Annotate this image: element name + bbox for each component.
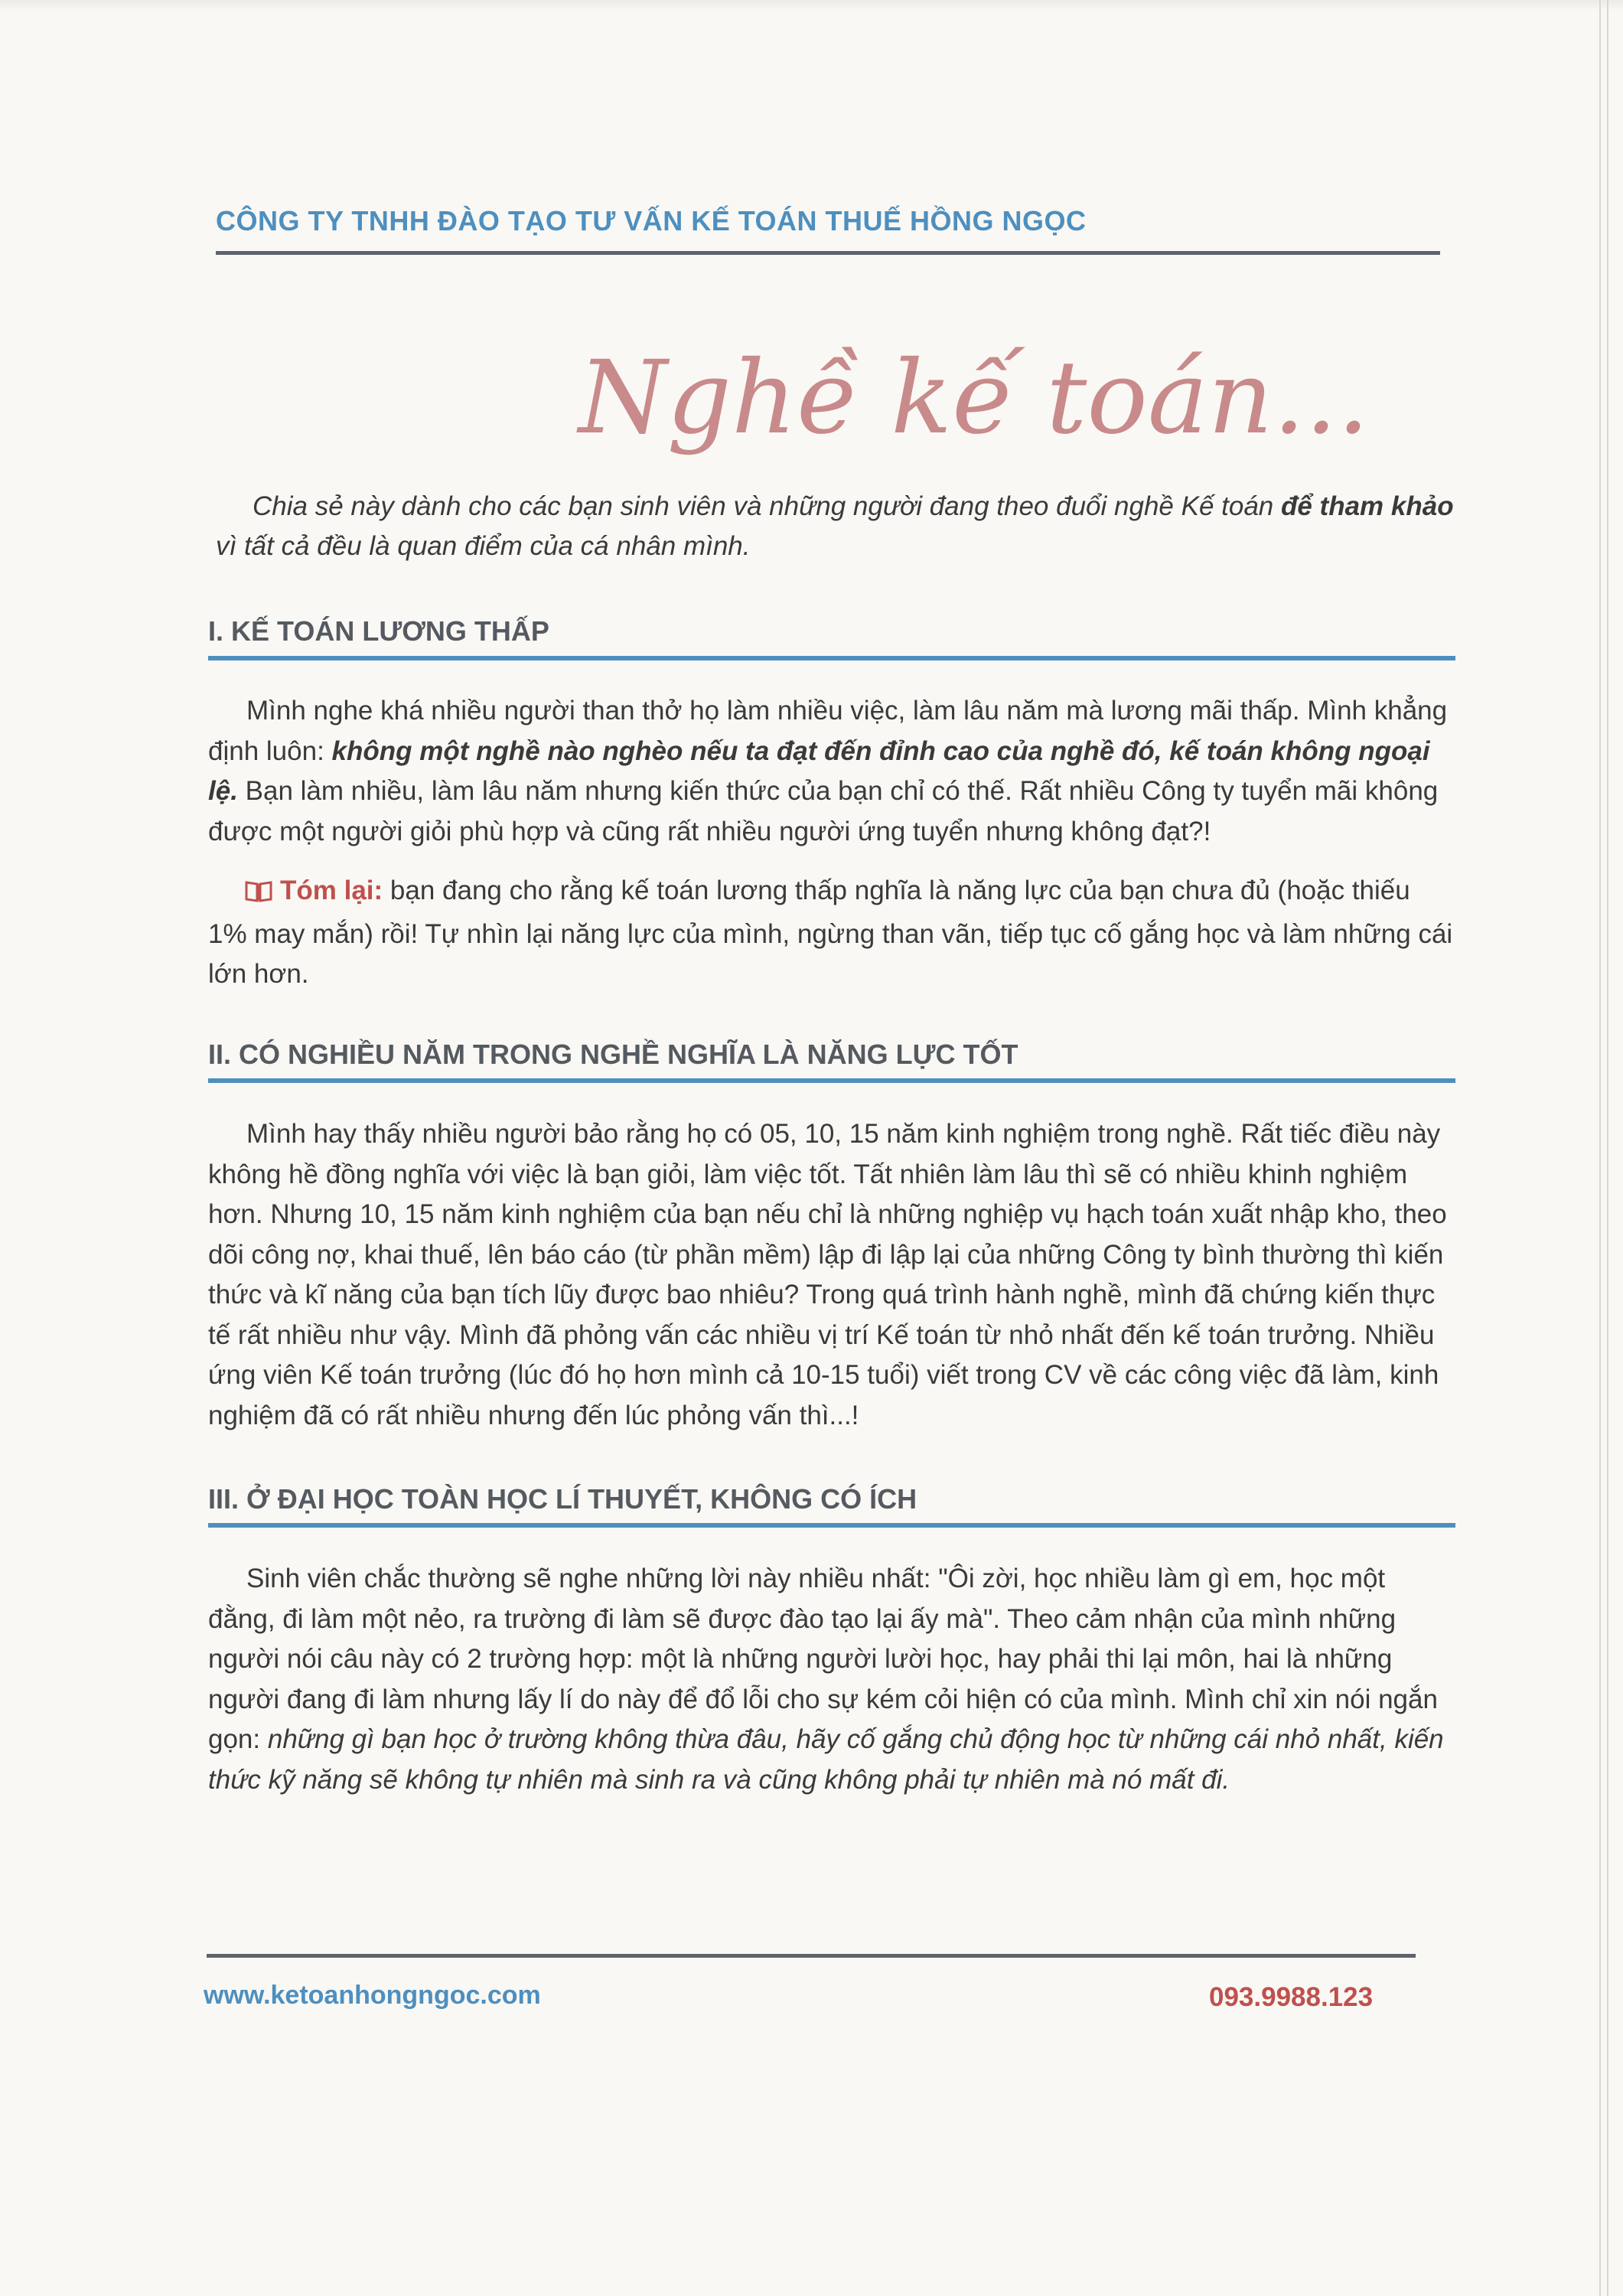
section-3-paragraph [208,1559,1455,1800]
footer-rule [207,1954,1416,1958]
intro-bold: để tham khảo [1280,491,1454,521]
section-3-text: Sinh viên chắc thường sẽ nghe những lời này nhiều nhất: "Ôi zời, học nhiều làm gì em, học một đằng, đi làm một nẻo, ra trường đi làm sẽ được đào tạo lại ấy mà". Theo cảm nhận của mình những người nói câu này có 2 trường hợp: một là những người lười học, hay phải thi lại môn, hai là những người đang đi làm nhưng lấy lí do này để đổ lỗi cho sự kém cỏi hiện có của mình. Mình chỉ xin nói ngắn gọn: [208,1564,1438,1754]
section-heading-3: III. Ở ĐẠI HỌC TOÀN HỌC LÍ THUYẾT, KHÔNG CÓ ÍCH [208,1483,917,1515]
intro-rest: vì tất cả đều là quan điểm của cá nhân mình. [216,531,751,561]
section-rule-2 [208,1078,1455,1083]
section-rule-3 [208,1523,1455,1528]
section-2-paragraph [208,1114,1455,1436]
footer-website-link[interactable]: www.ketoanhongngoc.com [204,1981,541,2010]
scan-top-edge [0,0,1623,11]
scan-edge-line [1599,0,1601,2296]
intro-paragraph [216,487,1455,566]
section-3-emphasis: những gì bạn học ở trường không thừa đâu, hãy cố gắng chủ động học từ những cái nhỏ nhất, kiến thức kỹ năng sẽ không tự nhiên mà sinh ra và cũng không phải tự nhiên mà nó mất đi. [208,1724,1444,1795]
summary-label: Tóm lại: [280,876,383,905]
section-heading-1: I. KẾ TOÁN LƯƠNG THẤP [208,615,549,647]
footer-phone: 093.9988.123 [1209,1982,1374,2012]
section-2-text: Mình hay thấy nhiều người bảo rằng họ có 05, 10, 15 năm kinh nghiệm trong nghề. Rất tiếc điều này không hề đồng nghĩa với việc là bạn giỏi, làm việc tốt. Tất nhiên làm lâu thì sẽ có nhiều khinh nghiệm hơn. Nhưng 10, 15 năm kinh nghiệm của bạn nếu chỉ là những nghiệp vụ hạch toán xuất nhập kho, theo dõi công nợ, khai thuế, lên báo cáo (từ phần mềm) lập đi lập lại của những Công ty bình thường thì kiến thức và kĩ năng của bạn tích lũy được bao nhiêu? Trong quá trình hành nghề, mình đã chứng kiến thực tế rất nhiều như vậy. Mình đã phỏng vấn các nhiều vị trí Kế toán từ nhỏ nhất đến kế toán trưởng. Nhiều ứng viên Kế toán trưởng (lúc đó họ hơn mình cả 10-15 tuổi) viết trong CV về các công việc đã làm, kinh nghiệm đã có rất nhiều nhưng đến lúc phỏng vấn thì...! [208,1119,1447,1430]
intro-text: Chia sẻ này dành cho các bạn sinh viên và những người đang theo đuổi nghề Kế toán [253,491,1281,521]
company-header: CÔNG TY TNHH ĐÀO TẠO TƯ VẤN KẾ TOÁN THUẾ HỒNG NGỌC [216,205,1087,236]
section-1-text-end: Bạn làm nhiều, làm lâu năm nhưng kiến thức của bạn chỉ có thế. Rất nhiều Công ty tuyển mãi không được một người giỏi phù hợp và cũng rất nhiều người ứng tuyển nhưng không đạt?! [208,776,1439,846]
page-title: Nghề kế toán... [578,339,1370,457]
section-heading-2: II. CÓ NGHIỀU NĂM TRONG NGHỀ NGHĨA LÀ NĂNG LỰC TỐT [208,1039,1018,1070]
section-1-text: Mình nghe khá nhiều người than thở họ làm nhiều việc, làm lâu năm mà lương mãi thấp. Mình khẳng định luôn: [208,696,1448,766]
header-rule [216,251,1440,255]
scan-edge-line [1607,0,1608,2296]
section-1-paragraph [208,691,1455,852]
summary-text: bạn đang cho rằng kế toán lương thấp nghĩa là năng lực của bạn chưa đủ (hoặc thiếu 1% may mắn) rồi! Tự nhìn lại năng lực của mình, ngừng than vãn, tiếp tục cố gắng học và làm những cái lớn hơn. [208,876,1453,989]
section-1-emphasis: không một nghề nào nghèo nếu ta đạt đến đỉnh cao của nghề đó, kế toán không ngoại lệ. [208,735,1430,806]
section-rule-1 [208,656,1455,660]
book-icon [245,874,272,915]
section-1-summary [208,871,1455,995]
